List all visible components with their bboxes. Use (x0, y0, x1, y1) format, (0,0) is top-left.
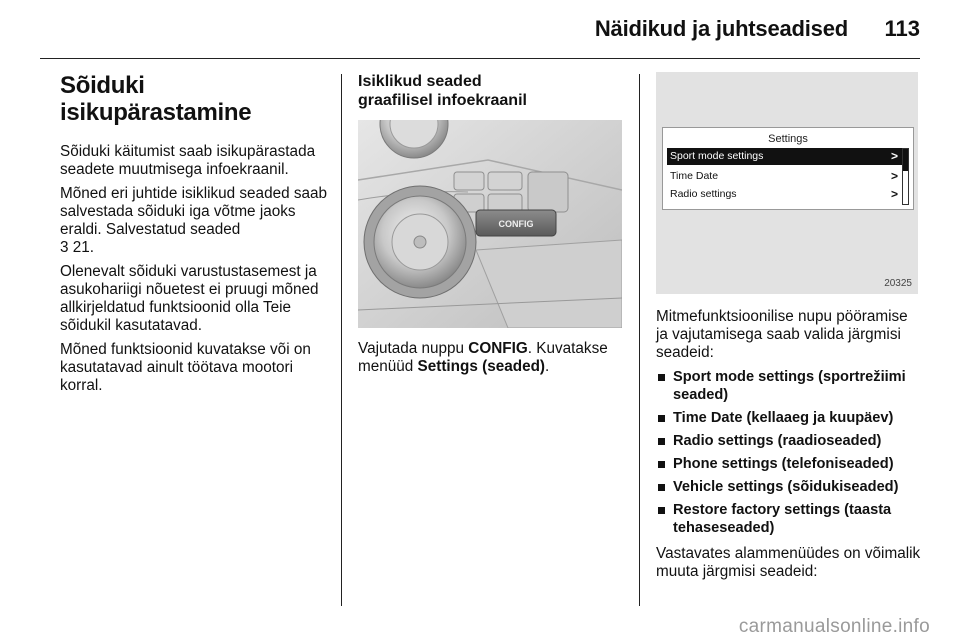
paragraph: Mitmefunktsioonilise nupu pööramise ja vajutamisega saab valida järgmisi seadeid: (656, 308, 908, 361)
screen-menu-item-time[interactable]: Time Date > (670, 169, 898, 183)
screen-menu-item-radio[interactable]: Radio settings > (670, 187, 898, 201)
header-divider (40, 58, 920, 59)
config-button-label: CONFIG (498, 219, 534, 229)
bullet-square-icon (658, 415, 665, 422)
chevron-right-icon: > (890, 149, 898, 163)
screen-menu-item-sport[interactable]: Sport mode settings > (667, 148, 903, 165)
bullet-square-icon (658, 374, 665, 381)
column-middle (358, 72, 626, 382)
screen-title: Settings (768, 133, 808, 145)
column-left (60, 72, 332, 401)
watermark: carmanualsonline.info (738, 616, 930, 637)
chevron-right-icon: > (890, 187, 898, 201)
paragraph: Mõned funktsioonid kuvatakse või on kasutatavad ainult töötava mootori korral. (60, 341, 311, 394)
paragraph: Mõned eri juhtide isiklikud seaded saab salvestada sõiduki iga võtme jaoks eraldi. Salvestatud seaded 3 21. (60, 185, 328, 256)
subsection-title: Isiklikud seaded graafilisel infoekraanil (358, 73, 527, 109)
list-item: Time Date (kellaaeg ja kuupäev) (656, 409, 922, 427)
figure-number: 20325 (884, 278, 912, 289)
paragraph: Olenevalt sõiduki varustustasemest ja asukohariigi nõuetest ei pruugi mõned allkirjeldatud funktsioonid olla Teie sõidukil kasutatavad. (60, 263, 319, 334)
scrollbar-thumb[interactable] (903, 149, 908, 171)
list-item: Restore factory settings (taasta tehaseseaded) (656, 501, 922, 537)
config-term: CONFIG (468, 340, 528, 357)
chevron-right-icon: > (890, 169, 898, 183)
list-item: Sport mode settings (sportrežiimi seaded) (656, 368, 922, 404)
list-item: Vehicle settings (sõidukiseaded) (656, 478, 922, 496)
list-item: Radio settings (raadioseaded) (656, 432, 922, 450)
settings-screen-figure (656, 72, 918, 294)
page-number: 113 (884, 16, 920, 41)
list-item: Phone settings (telefoniseaded) (656, 455, 922, 473)
column-divider-2 (639, 74, 640, 606)
screen-scrollbar[interactable] (902, 148, 909, 205)
paragraph: Vajutada nuppu CONFIG. Kuvatakse menüüd Settings (seaded). (358, 340, 608, 375)
settings-screen (662, 127, 914, 210)
bullet-square-icon (658, 507, 665, 514)
control-panel-figure (358, 120, 622, 328)
bullet-square-icon (658, 438, 665, 445)
page-header-title: Näidikud ja juhtseadised (594, 16, 848, 41)
paragraph: Vastavates alammenüüdes on võimalik muuta järgmisi seadeid: (656, 545, 921, 580)
column-divider-1 (341, 74, 342, 606)
control-panel-illustration (358, 120, 622, 328)
bullet-square-icon (658, 484, 665, 491)
settings-list (656, 368, 922, 537)
paragraph: Sõiduki käitumist saab isikupärastada seadete muutmisega infoekraanil. (60, 143, 316, 178)
page-reference-link[interactable]: 3 21. (60, 239, 95, 256)
settings-term: Settings (seaded) (417, 358, 546, 375)
section-title: Sõiduki isikupärastamine (60, 72, 252, 126)
bullet-square-icon (658, 461, 665, 468)
column-right (656, 72, 922, 587)
